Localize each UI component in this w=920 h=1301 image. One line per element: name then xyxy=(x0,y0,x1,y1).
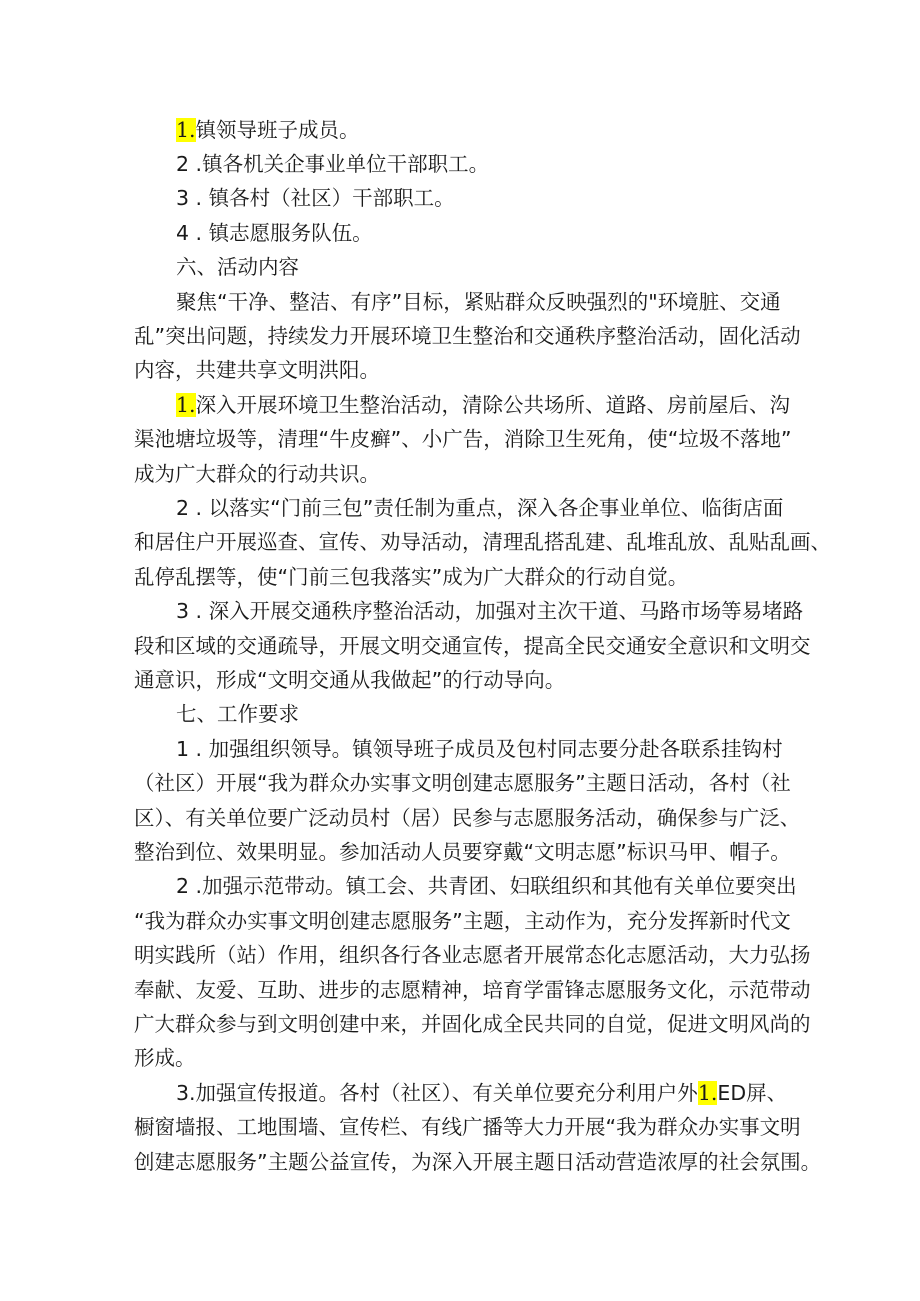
paragraph-line: 通意识，形成“文明交通从我做起”的行动导向。 xyxy=(134,668,566,692)
section-heading-6: 六、活动内容 xyxy=(176,255,299,279)
paragraph-line: 橱窗墙报、工地围墙、宣传栏、有线广播等大力开展“我为群众办实事文明 xyxy=(134,1115,801,1139)
list-item-2: 2 .镇各机关企事业单位干部职工。 xyxy=(176,152,490,176)
list-item-4: 4 . 镇志愿服务队伍。 xyxy=(176,221,373,245)
paragraph-line: 明实践所（站）作用，组织各行各业志愿者开展常态化志愿活动，大力弘扬 xyxy=(134,943,811,967)
paragraph-line: 成为广大群众的行动共识。 xyxy=(134,462,380,486)
paragraph-line: 和居住户开展巡查、宣传、劝导活动，清理乱搭乱建、乱堆乱放、乱贴乱画、 xyxy=(134,530,831,554)
paragraph-line: 形成。 xyxy=(134,1046,196,1070)
paragraph-line: “我为群众办实事文明创建志愿服务”主题，主动作为，充分发挥新时代文 xyxy=(134,909,791,933)
list-item-3: 3 . 镇各村（社区）干部职工。 xyxy=(176,186,455,210)
paragraph-line: 3 . 深入开展交通秩序整治活动，加强对主次干道、马路市场等易堵路 xyxy=(176,599,804,623)
paragraph-line: 内容，共建共享文明洪阳。 xyxy=(134,358,380,382)
line-text: 深入开展环境卫生整治活动，清除公共场所、道路、房前屋后、沟 xyxy=(195,393,791,417)
paragraph-line: 渠池塘垃圾等，清理“牛皮癣”、小广告，消除卫生死角，使“垃圾不落地” xyxy=(134,427,792,451)
paragraph-line: 2 . 以落实“门前三包”责任制为重点，深入各企事业单位、临街店面 xyxy=(176,496,784,520)
section-heading-7: 七、工作要求 xyxy=(176,702,299,726)
paragraph-line: 区）、有关单位要广泛动员村（居）民参与志愿服务活动，确保参与广泛、 xyxy=(134,806,801,830)
paragraph-line: （社区）开展“我为群众办实事文明创建志愿服务”主题日活动，各村（社 xyxy=(134,771,791,795)
paragraph-line: 1 . 加强组织领导。镇领导班子成员及包村同志要分赴各联系挂钩村 xyxy=(176,737,783,761)
line-text: 镇领导班子成员。 xyxy=(195,118,360,142)
paragraph-line: 乱”突出问题，持续发力开展环境卫生整治和交通秩序整治活动，固化活动 xyxy=(134,324,801,348)
paragraph-line xyxy=(176,390,790,420)
paragraph-line: 乱停乱摆等，使“门前三包我落实”成为广大群众的行动自觉。 xyxy=(134,565,689,589)
paragraph-line: 创建志愿服务”主题公益宣传，为深入开展主题日活动营造浓厚的社会氛围。 xyxy=(134,1150,822,1174)
highlighted-number: 1. xyxy=(176,118,196,142)
paragraph-line: 奉献、友爱、互助、进步的志愿精神，培育学雷锋志愿服务文化，示范带动 xyxy=(134,978,811,1002)
paragraph-line: 广大群众参与到文明创建中来，并固化成全民共同的自觉，促进文明风尚的 xyxy=(134,1012,811,1036)
list-item-1 xyxy=(176,115,360,145)
highlighted-number: 1. xyxy=(697,1081,718,1105)
line-text: 3.加强宣传报道。各村（社区）、有关单位要充分利用户外 xyxy=(176,1081,698,1105)
paragraph-line: 段和区域的交通疏导，开展文明交通宣传，提高全民交通安全意识和文明交 xyxy=(134,634,811,658)
highlighted-number: 1. xyxy=(176,393,196,417)
line-text-after: ED屏、 xyxy=(717,1081,788,1105)
paragraph-line: 2 .加强示范带动。镇工会、共青团、妇联组织和其他有关单位要突出 xyxy=(176,874,797,898)
paragraph-line: 整治到位、效果明显。参加活动人员要穿戴“文明志愿”标识马甲、帽子。 xyxy=(134,840,791,864)
paragraph-line xyxy=(176,1078,787,1108)
paragraph-line: 聚焦“干净、整洁、有序”目标，紧贴群众反映强烈的"环境脏、交通 xyxy=(176,290,781,314)
